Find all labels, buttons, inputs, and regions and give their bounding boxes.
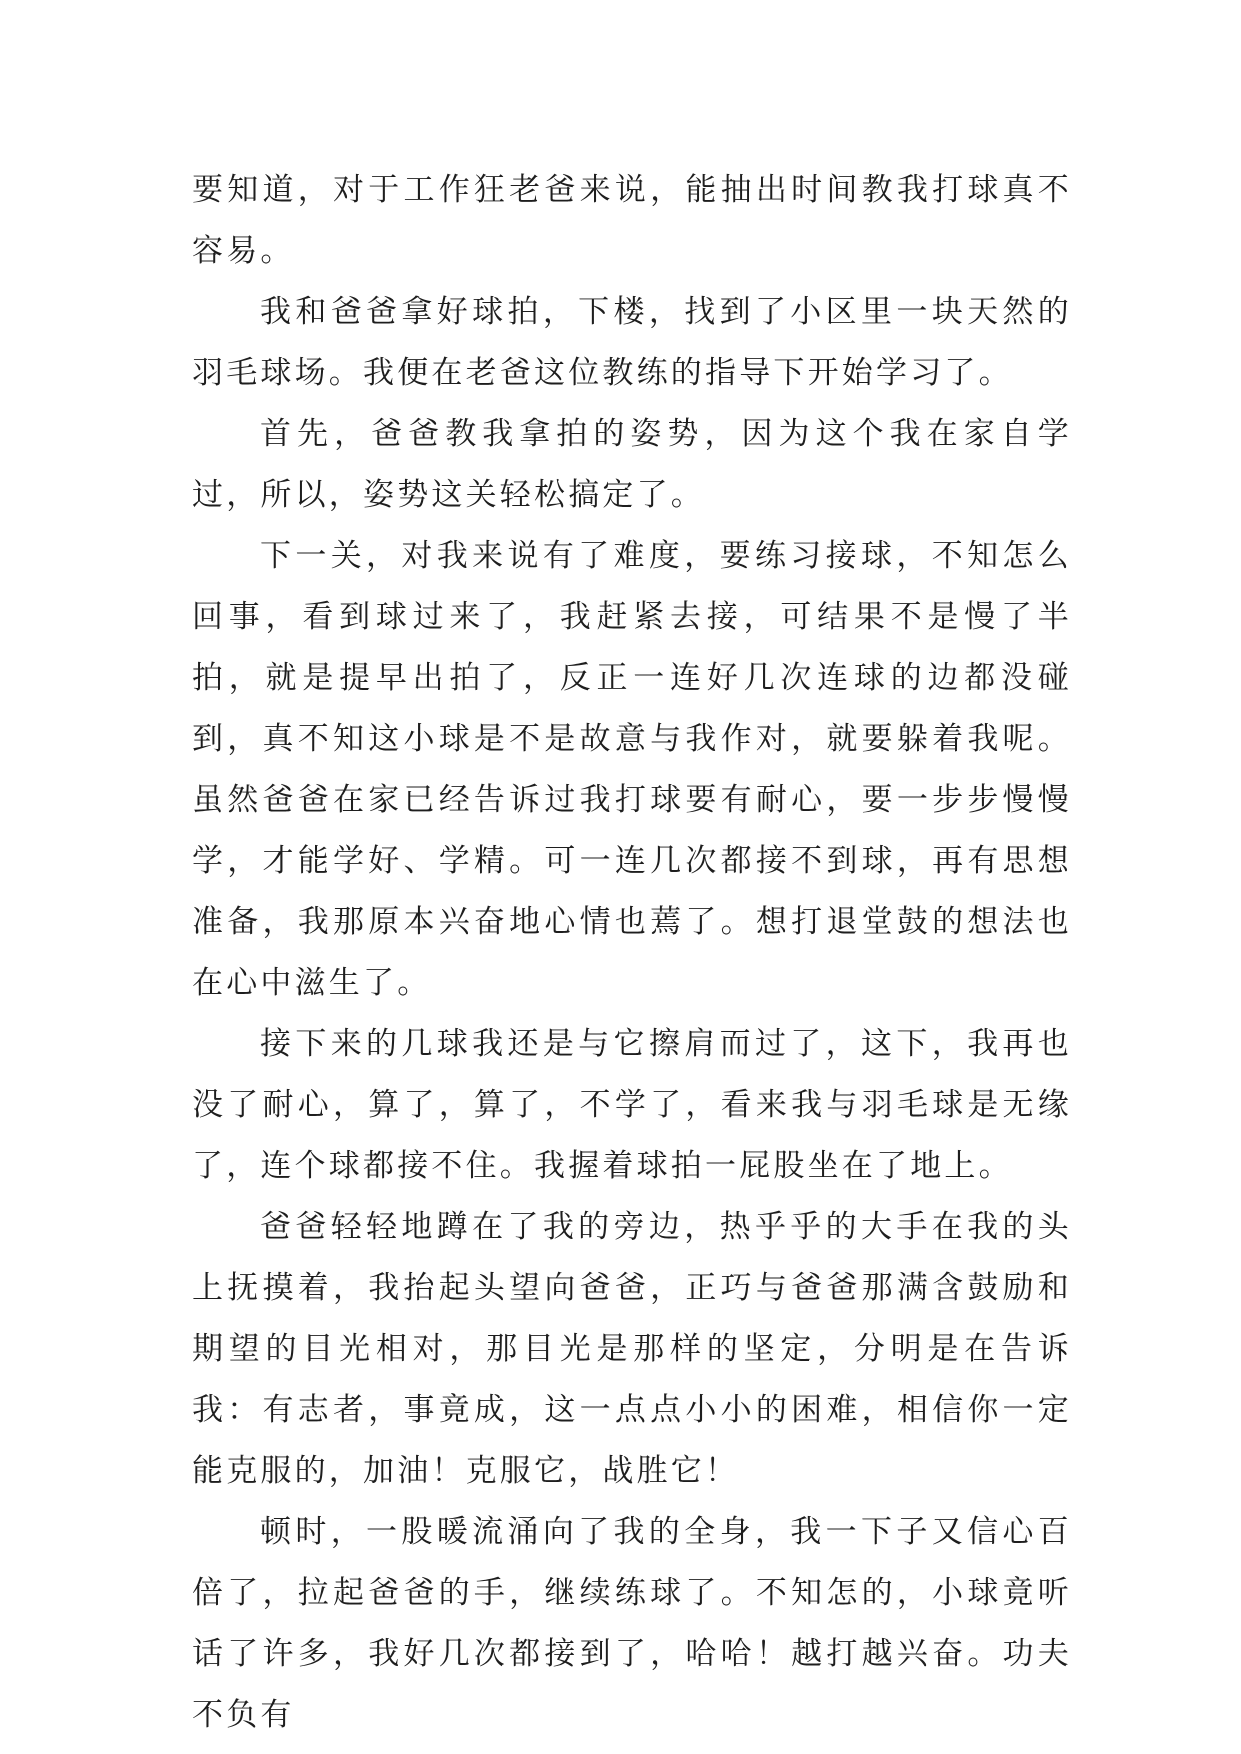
paragraph-3: 首先，爸爸教我拿拍的姿势，因为这个我在家自学过，所以，姿势这关轻松搞定了。 xyxy=(192,416,1072,513)
paragraph-1: 要知道，对于工作狂老爸来说，能抽出时间教我打球真不容易。 xyxy=(192,172,1072,269)
paragraph-5: 接下来的几球我还是与它擦肩而过了，这下，我再也没了耐心，算了，算了，不学了，看来我与羽毛球是无缘了，连个球都接不住。我握着球拍一屁股坐在了地上。 xyxy=(192,1026,1072,1184)
paragraph-4: 下一关，对我来说有了难度，要练习接球，不知怎么回事，看到球过来了，我赶紧去接，可结果不是慢了半拍，就是提早出拍了，反正一连好几次连球的边都没碰到，真不知这小球是不是故意与我作对，就要躲着我呢。虽然爸爸在家已经告诉过我打球要有耐心，要一步步慢慢学，才能学好、学精。可一连几次都接不到球，再有思想准备，我那原本兴奋地心情也蔫了。想打退堂鼓的想法也在心中滋生了。 xyxy=(192,538,1072,1001)
document-body xyxy=(192,160,1072,1746)
paragraph-2: 我和爸爸拿好球拍，下楼，找到了小区里一块天然的羽毛球场。我便在老爸这位教练的指导下开始学习了。 xyxy=(192,294,1072,391)
paragraph-6: 爸爸轻轻地蹲在了我的旁边，热乎乎的大手在我的头上抚摸着，我抬起头望向爸爸，正巧与爸爸那满含鼓励和期望的目光相对，那目光是那样的坚定，分明是在告诉我：有志者，事竟成，这一点点小小的困难，相信你一定能克服的，加油！克服它，战胜它！ xyxy=(192,1209,1072,1489)
paragraph-7: 顿时，一股暖流涌向了我的全身，我一下子又信心百倍了，拉起爸爸的手，继续练球了。不知怎的，小球竟听话了许多，我好几次都接到了，哈哈！越打越兴奋。功夫不负有 xyxy=(192,1514,1072,1733)
